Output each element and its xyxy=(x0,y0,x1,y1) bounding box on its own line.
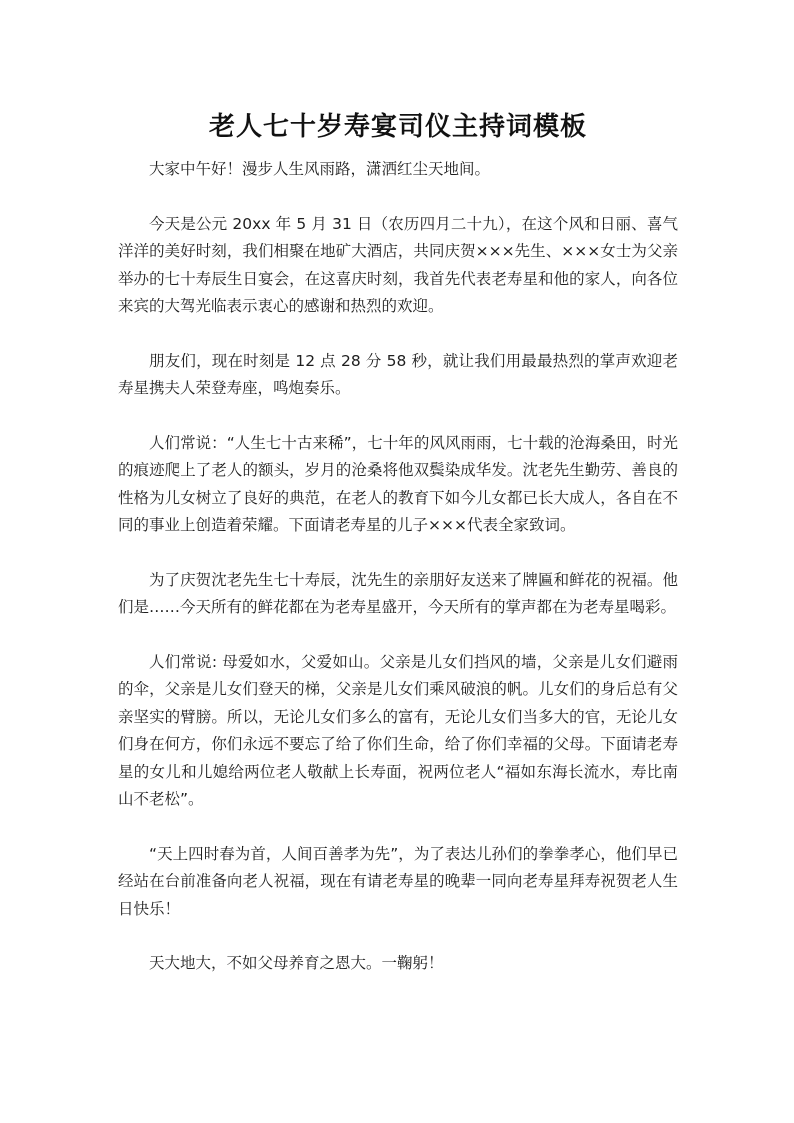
document-title: 老人七十岁寿宴司仪主持词模板 xyxy=(208,112,587,142)
paragraph-flowers: 为了庆贺沈老先生七十寿辰，沈先生的亲朋好友送来了牌匾和鲜花的祝福。他们是……今天所有的鲜花都在为老寿星盛开，今天所有的掌声都在为老寿星喝彩。 xyxy=(118,570,678,616)
paragraph-bow: 天大地大，不如父母养育之恩大。一鞠躬！ xyxy=(149,954,444,972)
document-page xyxy=(118,100,678,978)
paragraph-greeting: 大家中午好！漫步人生风雨路，潇洒红尘天地间。 xyxy=(149,160,491,178)
paragraph-welcome-couple: 朋友们，现在时刻是 12 点 28 分 58 秒，就让我们用最最热烈的掌声欢迎老寿星携夫人荣登寿座，鸣炮奏乐。 xyxy=(118,351,678,397)
paragraph-filial-piety: “天上四时春为首，人间百善孝为先”，为了表达儿孙们的拳拳孝心，他们早已经站在台前准备向老人祝福，现在有请老寿星的晚辈一同向老寿星拜寿祝贺老人生日快乐！ xyxy=(118,844,678,918)
paragraph-fatherly-love: 人们常说: 母爱如水，父爱如山。父亲是儿女们挡风的墙，父亲是儿女们避雨的伞，父亲是儿女们登天的梯，父亲是儿女们乘风破浪的帆。儿女们的身后总有父亲坚实的臂膀。所以，无论儿女们多么的富有，无论儿女们当多大的官，无论儿女们身在何方，你们永远不要忘了给了你们生命，给了你们幸福的父母。下面请老寿星的女儿和儿媳给两位老人敬献上长寿面，祝两位老人“福如东海长流水，寿比南山不老松”。 xyxy=(118,652,678,808)
paragraph-seventy-years: 人们常说：“人生七十古来稀”，七十年的风风雨雨，七十载的沧海桑田，时光的痕迹爬上了老人的额头，岁月的沧桑将他双鬓染成华发。沈老先生勤劳、善良的性格为儿女树立了良好的典范，在老人的教育下如今儿女都已长大成人，各自在不同的事业上创造着荣耀。下面请老寿星的儿子×××代表全家致词。 xyxy=(118,433,678,534)
paragraph-opening: 今天是公元 20xx 年 5 月 31 日（农历四月二十九），在这个风和日丽、喜气洋洋的美好时刻，我们相聚在地矿大酒店，共同庆贺×××先生、×××女士为父亲举办的七十寿辰生日宴会，在这喜庆时刻，我首先代表老寿星和他的家人，向各位来宾的大驾光临表示衷心的感谢和热烈的欢迎。 xyxy=(118,214,678,315)
